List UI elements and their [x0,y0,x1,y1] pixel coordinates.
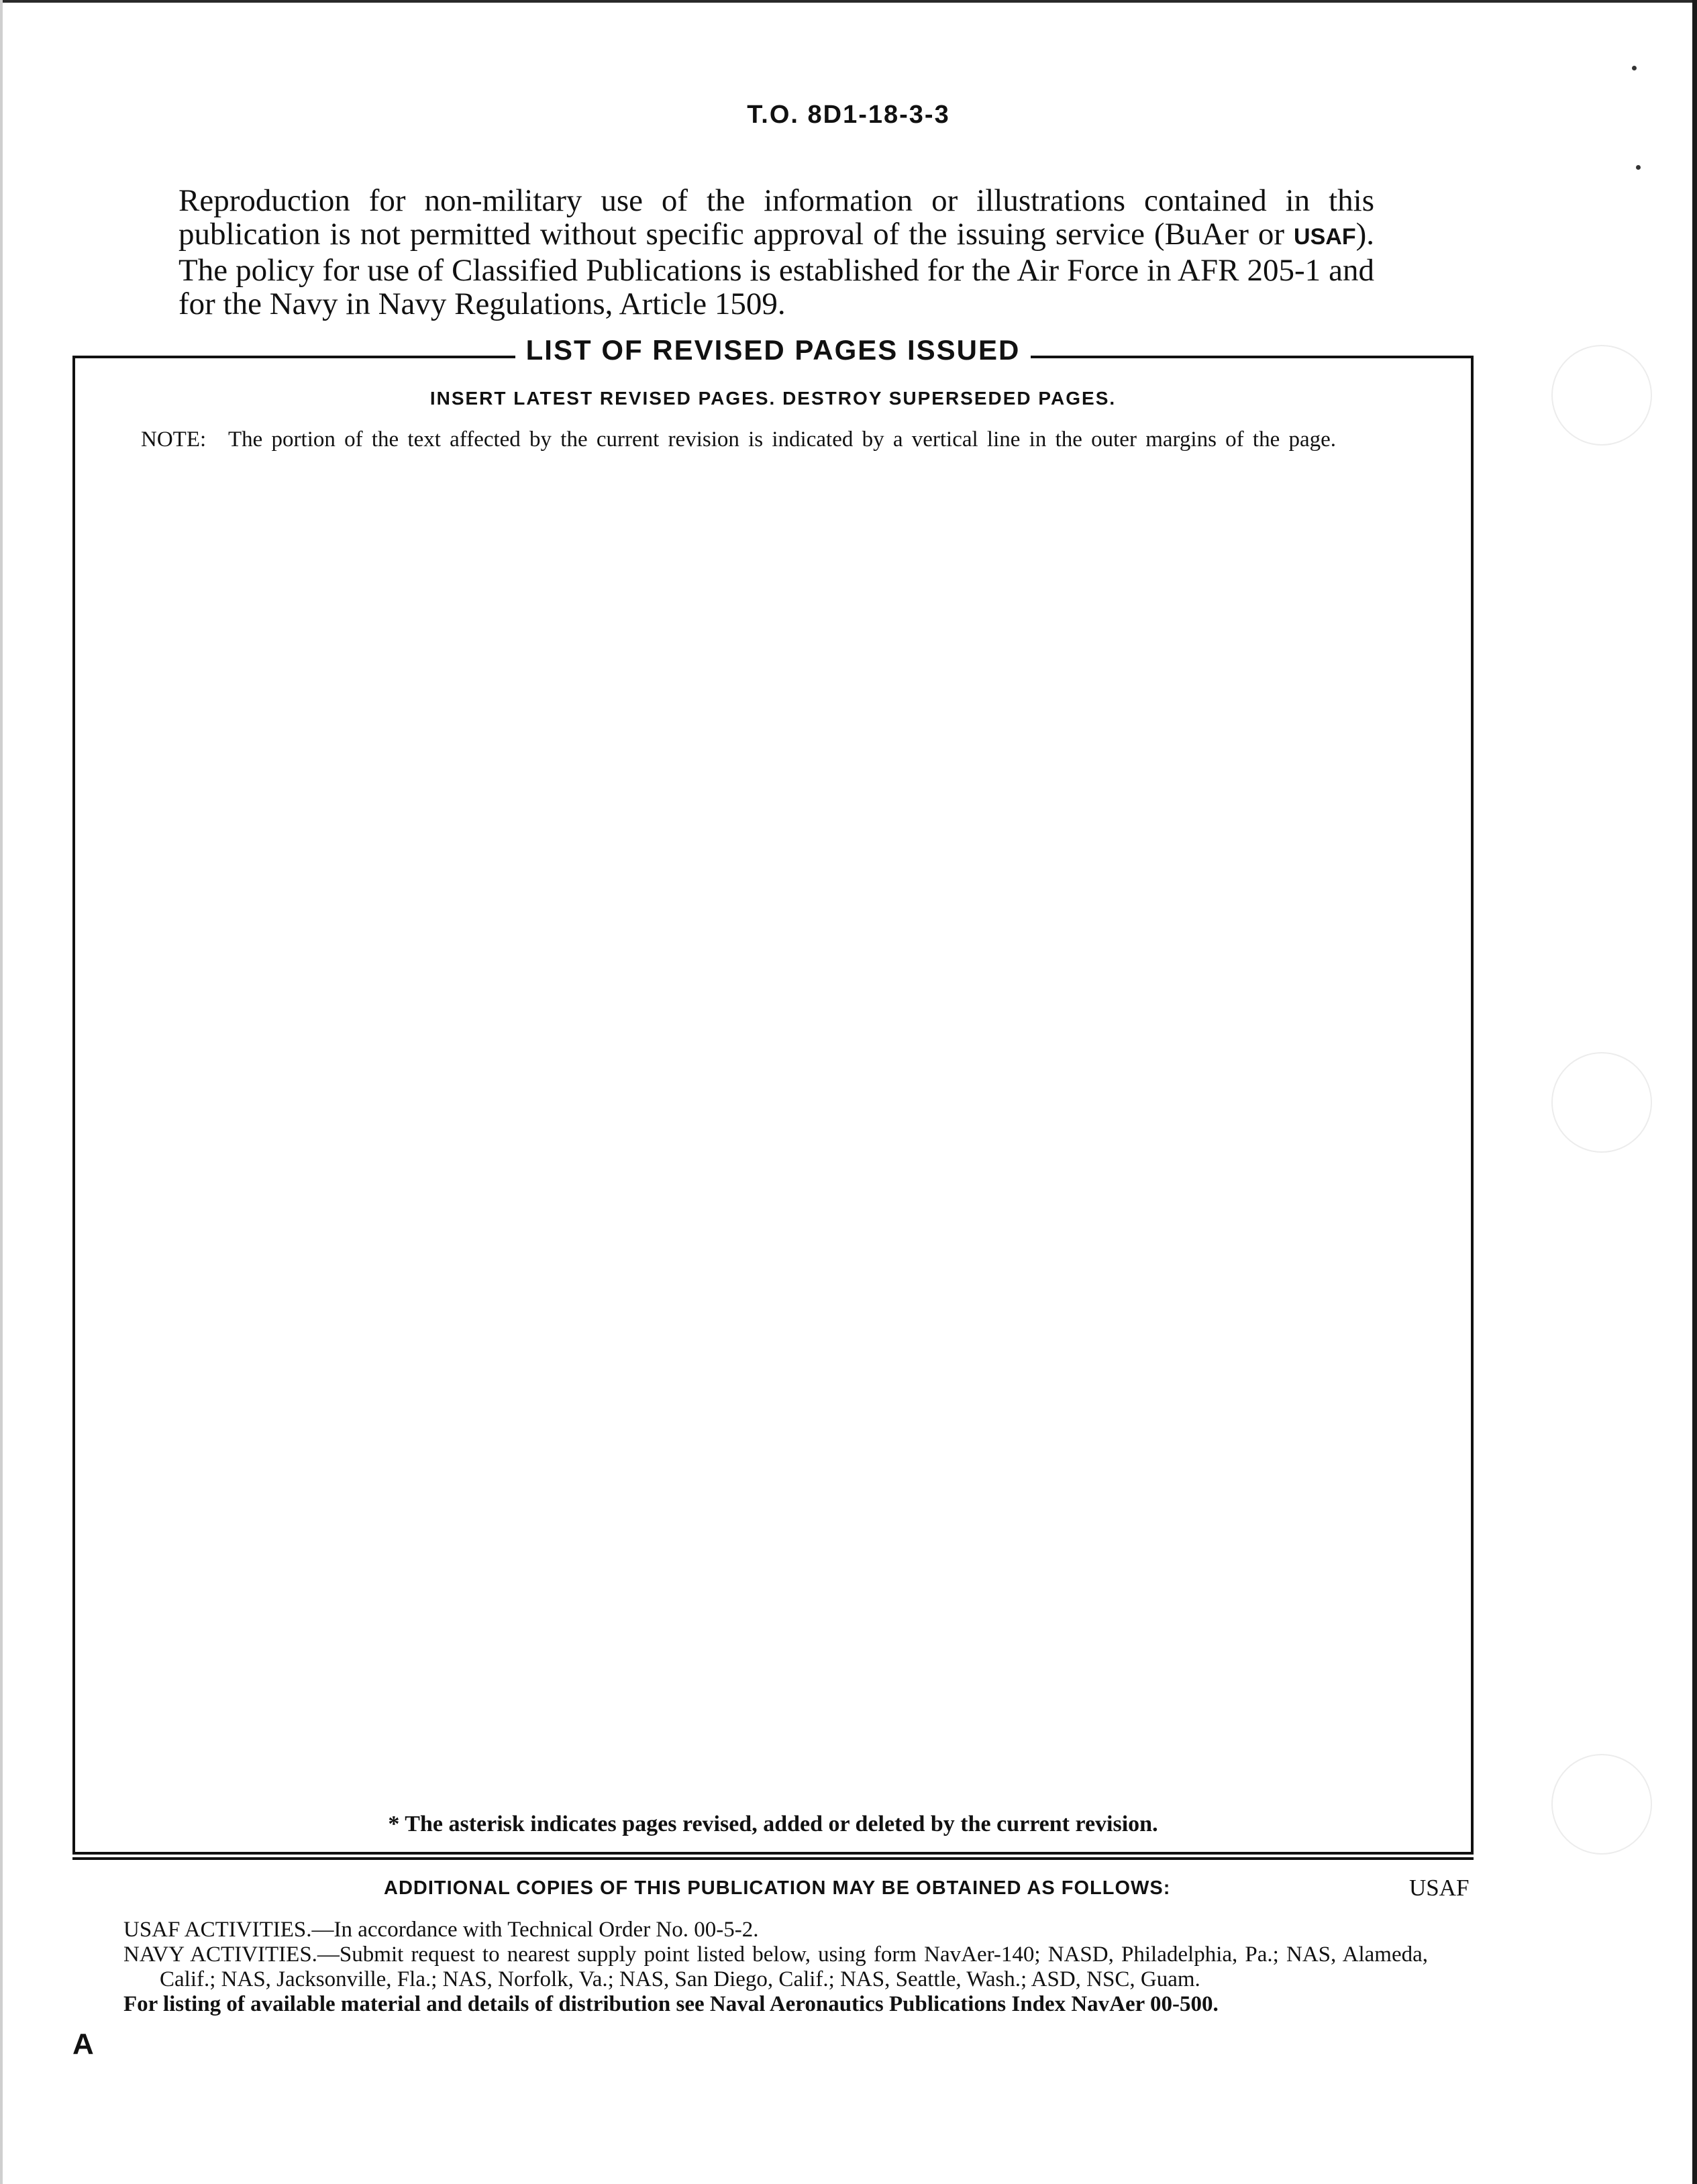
document-number: T.O. 8D1-18-3-3 [747,101,950,129]
punch-hole-top [1551,345,1652,446]
usaf-activities: USAF ACTIVITIES.—In accordance with Technical Order No. 00-5-2. [123,1918,759,1942]
note-label: NOTE: [141,427,207,452]
additional-copies-heading: ADDITIONAL COPIES OF THIS PUBLICATION MAY BE OBTAINED AS FOLLOWS: [384,1877,1171,1899]
asterisk-note: * The asterisk indicates pages revised, added or deleted by the current revision. [388,1812,1158,1836]
revised-pages-box [72,357,1474,1855]
listing-note: For listing of available material and details of distribution see Naval Aeronautics Publications Index NavAer 00-500. [123,1992,1219,2016]
scan-edge-left [0,0,3,2184]
page-letter: A [72,2028,94,2061]
reproduction-notice [178,184,1374,321]
box-bottom-rule [72,1857,1474,1860]
note-text: The portion of the text affected by the current revision is indicated by a vertical line in the outer margins of the page. [228,427,1337,452]
punch-hole-middle [1551,1052,1652,1153]
reproduction-notice-text-2: ). The policy for use of Classified Publications is established for the Air Force in AFR 205-1 and for the Navy in Navy Regulations, Article 1509. [178,217,1374,321]
scan-edge-top [0,0,1697,3]
revision-note [141,427,1409,452]
scan-speck [1636,165,1641,170]
scan-edge-right [1692,0,1697,2184]
distribution-info [123,1918,1428,2017]
punch-hole-bottom [1551,1754,1652,1855]
insert-instruction: INSERT LATEST REVISED PAGES. DESTROY SUPERSEDED PAGES. [429,388,1117,409]
reproduction-notice-text-1: Reproduction for non-military use of the information or illustrations contained in this publication is not permitted without specific approval of the issuing service (BuAer or [178,183,1374,252]
usaf-tag: USAF [1409,1875,1470,1901]
revised-pages-title: LIST OF REVISED PAGES ISSUED [515,334,1031,366]
navy-activities: NAVY ACTIVITIES.—Submit request to nearest supply point listed below, using form NavAer-140; NASD, Philadelphia, Pa.; NAS, Alameda, Calif.; NAS, Jacksonville, Fla.; NAS, Norfolk, Va.; NAS, San Diego, Calif.; NAS, Seattle, Wash.; ASD, NSC, Guam. [123,1942,1428,1991]
usaf-abbreviation: USAF [1294,224,1356,250]
scan-speck [1632,66,1637,70]
revised-pages-heading [0,334,1546,366]
